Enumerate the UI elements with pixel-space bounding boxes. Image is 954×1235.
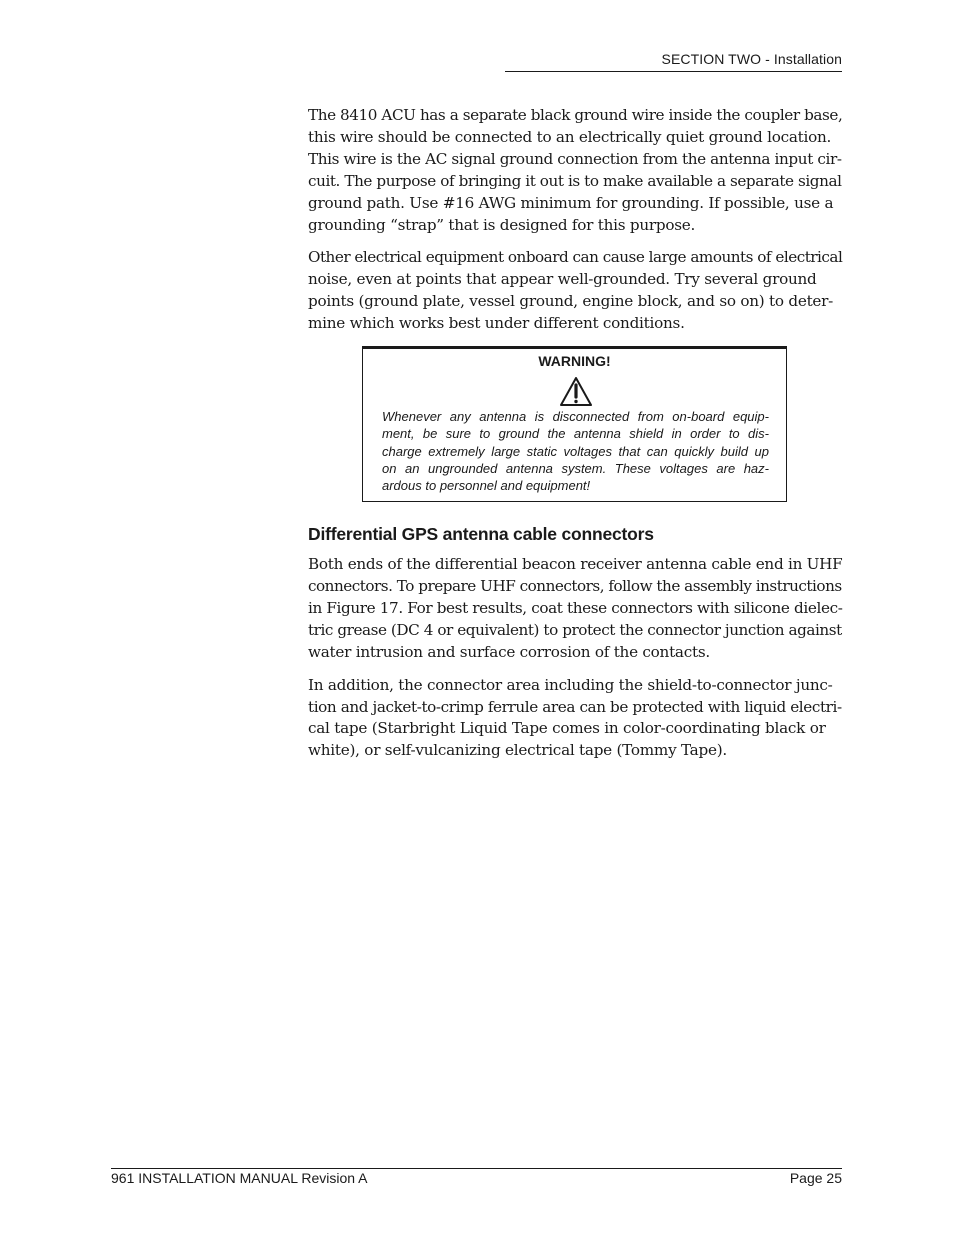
warning-line: ment, be sure to ground the antenna shield in order to dis- bbox=[382, 426, 769, 442]
text-line: this wire should be connected to an electrically quiet ground location. bbox=[308, 127, 832, 146]
text-line: points (ground plate, vessel ground, engine block, and so on) to deter- bbox=[308, 292, 834, 311]
paragraph-connector-protection bbox=[308, 675, 842, 763]
text-line: in Figure 17. For best results, coat these connectors with silicone dielec- bbox=[308, 598, 843, 617]
page-footer bbox=[111, 1168, 842, 1186]
warning-triangle-icon bbox=[559, 376, 593, 407]
page-content bbox=[308, 105, 842, 773]
text-line: grounding “strap” that is designed for this purpose. bbox=[308, 215, 696, 234]
text-line: The 8410 ACU has a separate black ground wire inside the coupler base, bbox=[308, 106, 843, 124]
page-number: Page 25 bbox=[789, 1170, 842, 1186]
paragraph-uhf-connectors bbox=[308, 554, 842, 664]
text-line: connectors. To prepare UHF connectors, follow the assembly instructions bbox=[308, 576, 842, 595]
warning-line: ardous to personnel and equipment! bbox=[382, 478, 591, 494]
text-line: tion and jacket-to-crimp ferrule area can be protected with liquid electri- bbox=[308, 697, 842, 716]
text-line: water intrusion and surface corrosion of the contacts. bbox=[308, 642, 710, 661]
warning-message bbox=[382, 408, 769, 494]
warning-line: charge extremely large static voltages that can quickly build up bbox=[382, 443, 769, 459]
section-heading: Differential GPS antenna cable connectors bbox=[308, 524, 654, 545]
text-line: cal tape (Starbright Liquid Tape comes in color-coordinating black or bbox=[308, 719, 826, 738]
text-line: mine which works best under different conditions. bbox=[308, 314, 685, 333]
text-line: tric grease (DC 4 or equivalent) to protect the connector junction against bbox=[308, 620, 842, 639]
paragraph-ground-wire bbox=[308, 105, 842, 236]
text-line: This wire is the AC signal ground connection from the antenna input cir- bbox=[308, 149, 842, 168]
page-header bbox=[505, 50, 842, 72]
warning-line: Whenever any antenna is disconnected from on-board equip- bbox=[382, 409, 769, 425]
text-line: cuit. The purpose of bringing it out is to make available a separate signal bbox=[308, 171, 842, 190]
section-title: SECTION TWO - Installation bbox=[661, 51, 842, 67]
warning-title: WARNING! bbox=[538, 353, 611, 370]
text-line: noise, even at points that appear well-grounded. Try several ground bbox=[308, 270, 817, 289]
warning-box bbox=[362, 346, 787, 502]
text-line: Other electrical equipment onboard can cause large amounts of electrical bbox=[308, 248, 843, 267]
paragraph-electrical-noise bbox=[308, 247, 842, 335]
text-line: white), or self-vulcanizing electrical tape (Tommy Tape). bbox=[308, 741, 727, 760]
manual-title: 961 INSTALLATION MANUAL Revision A bbox=[111, 1170, 368, 1186]
warning-line: on an ungrounded antenna system. These voltages are haz- bbox=[382, 460, 769, 476]
text-line: ground path. Use #16 AWG minimum for grounding. If possible, use a bbox=[308, 193, 834, 212]
text-line: Both ends of the differential beacon receiver antenna cable end in UHF bbox=[308, 555, 843, 574]
text-line: In addition, the connector area including the shield-to-connector junc- bbox=[308, 675, 833, 694]
